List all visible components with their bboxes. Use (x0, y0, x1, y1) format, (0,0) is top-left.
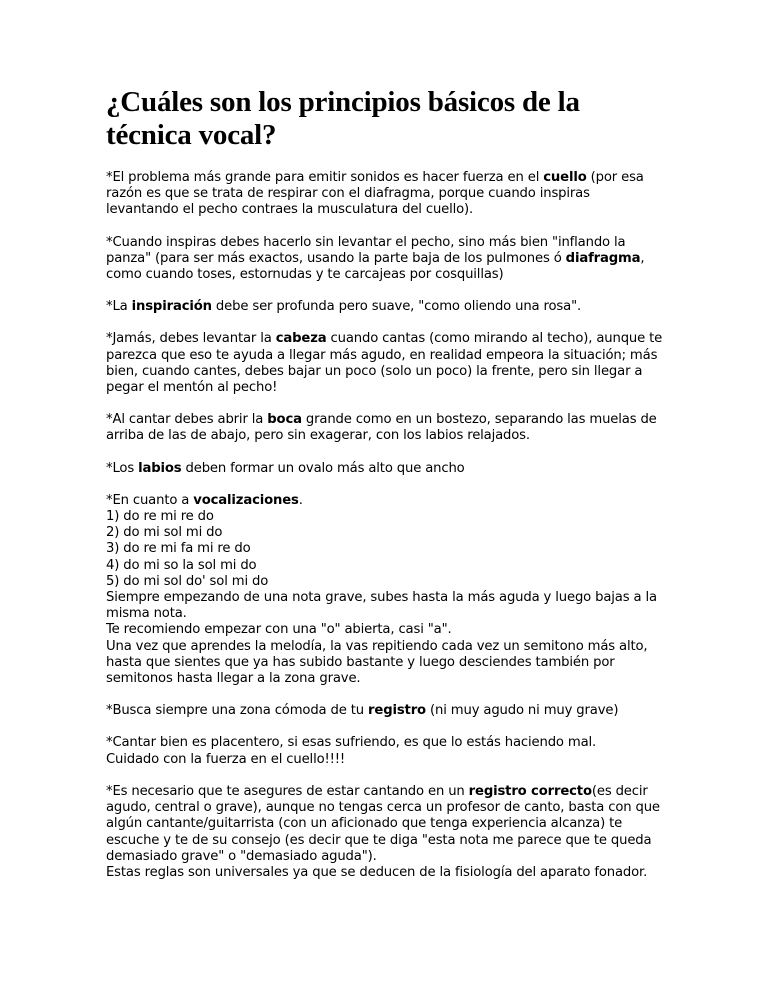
bold-term: registro correcto (468, 783, 592, 799)
paragraph-text: *Busca siempre una zona cómoda de tu (106, 703, 369, 719)
paragraph-text: *Al cantar debes abrir la (106, 412, 268, 428)
paragraph-labios (106, 461, 666, 477)
paragraph-placentero (106, 735, 666, 767)
paragraph-text: Siempre empezando de una nota grave, subes hasta la más aguda y luego bajas a la misma nota. (106, 590, 657, 622)
list-item: 5) do mi sol do' sol mi do (106, 573, 269, 589)
document-page (106, 86, 666, 897)
list-item: 1) do re mi re do (106, 509, 214, 525)
list-item: 2) do mi sol mi do (106, 525, 223, 541)
document-title: ¿Cuáles son los principios básicos de la técnica vocal? (106, 86, 580, 151)
paragraph-cuello (106, 170, 666, 219)
paragraph-text: *En cuanto a (106, 492, 194, 508)
paragraph-text: *La (106, 299, 132, 315)
paragraph-registro (106, 703, 666, 719)
paragraph-text: *Cuando inspiras debes hacerlo sin levantar el pecho, sino más bien "inflando la panza" (para ser más exactos, usando la parte baja de los pulmones ó (106, 234, 626, 266)
paragraph-text: Te recomiendo empezar con una "o" abierta, casi "a". (106, 622, 452, 638)
paragraph-registro-correcto (106, 784, 666, 881)
paragraph-text: *Es necesario que te asegures de estar cantando en un (106, 783, 469, 799)
paragraph-text: (ni muy agudo ni muy grave) (425, 703, 619, 719)
bold-term: labios (138, 460, 182, 476)
paragraph-text: Una vez que aprendes la melodía, la vas repitiendo cada vez un semitono más alto, hasta que sientes que ya has subido bastante y luego desciendes también por semitonos hasta llegar a la zona grave. (106, 638, 648, 687)
paragraph-text: cuando cantas (como mirando al techo), aunque te parezca que eso te ayuda a llegar más agudo, en realidad empeora la situación; más bien, cuando cantes, debes bajar un poco (solo un poco) la frente, pero sin llegar a pegar el mentón al pecho! (106, 331, 663, 396)
bold-term: diafragma (565, 250, 641, 266)
bold-term: cabeza (275, 331, 327, 347)
bold-term: registro (368, 703, 426, 719)
paragraph-diafragma (106, 235, 666, 284)
list-item: 3) do re mi fa mi re do (106, 541, 251, 557)
paragraph-cabeza (106, 331, 666, 396)
paragraph-text: Cuidado con la fuerza en el cuello!!!! (106, 751, 346, 767)
bold-term: boca (267, 412, 302, 428)
paragraph-text: *Los (106, 460, 139, 476)
list-item: 4) do mi so la sol mi do (106, 557, 257, 573)
paragraph-vocalizaciones (106, 493, 666, 687)
paragraph-text: (por esa razón es que se trata de respirar con el diafragma, porque cuando inspiras levantando el pecho contraes la musculatura del cuello). (106, 170, 644, 218)
paragraph-inspiracion (106, 299, 666, 315)
bold-term: cuello (543, 170, 587, 185)
paragraph-text: *El problema más grande para emitir sonidos es hacer fuerza en el (106, 170, 544, 185)
paragraph-text: *Jamás, debes levantar la (106, 331, 276, 347)
paragraph-text: grande como en un bostezo, separando las muelas de arriba de las de abajo, pero sin exagerar, con los labios relajados. (106, 412, 657, 444)
bold-term: vocalizaciones (193, 492, 299, 508)
paragraph-text: debe ser profunda pero suave, "como oliendo una rosa". (211, 299, 582, 315)
paragraph-text: deben formar un ovalo más alto que ancho (181, 460, 465, 476)
paragraph-text: Estas reglas son universales ya que se deducen de la fisiología del aparato fonador. (106, 864, 648, 880)
paragraph-boca (106, 412, 666, 444)
paragraph-text: , como cuando toses, estornudas y te carcajeas por cosquillas) (106, 250, 645, 283)
paragraph-text: (es decir agudo, central o grave), aunque no tengas cerca un profesor de canto, basta con que algún cantante/guitarrista (con un aficionado que tenga experiencia alcanza) te escuche y te de su consejo (es decir que te diga "esta nota me parece que te queda demasiado grave" o "demasiado aguda"). (106, 783, 660, 864)
paragraph-text: . (298, 492, 303, 508)
bold-term: inspiración (131, 299, 212, 315)
paragraph-text: *Cantar bien es placentero, si esas sufriendo, es que lo estás haciendo mal. (106, 735, 597, 751)
